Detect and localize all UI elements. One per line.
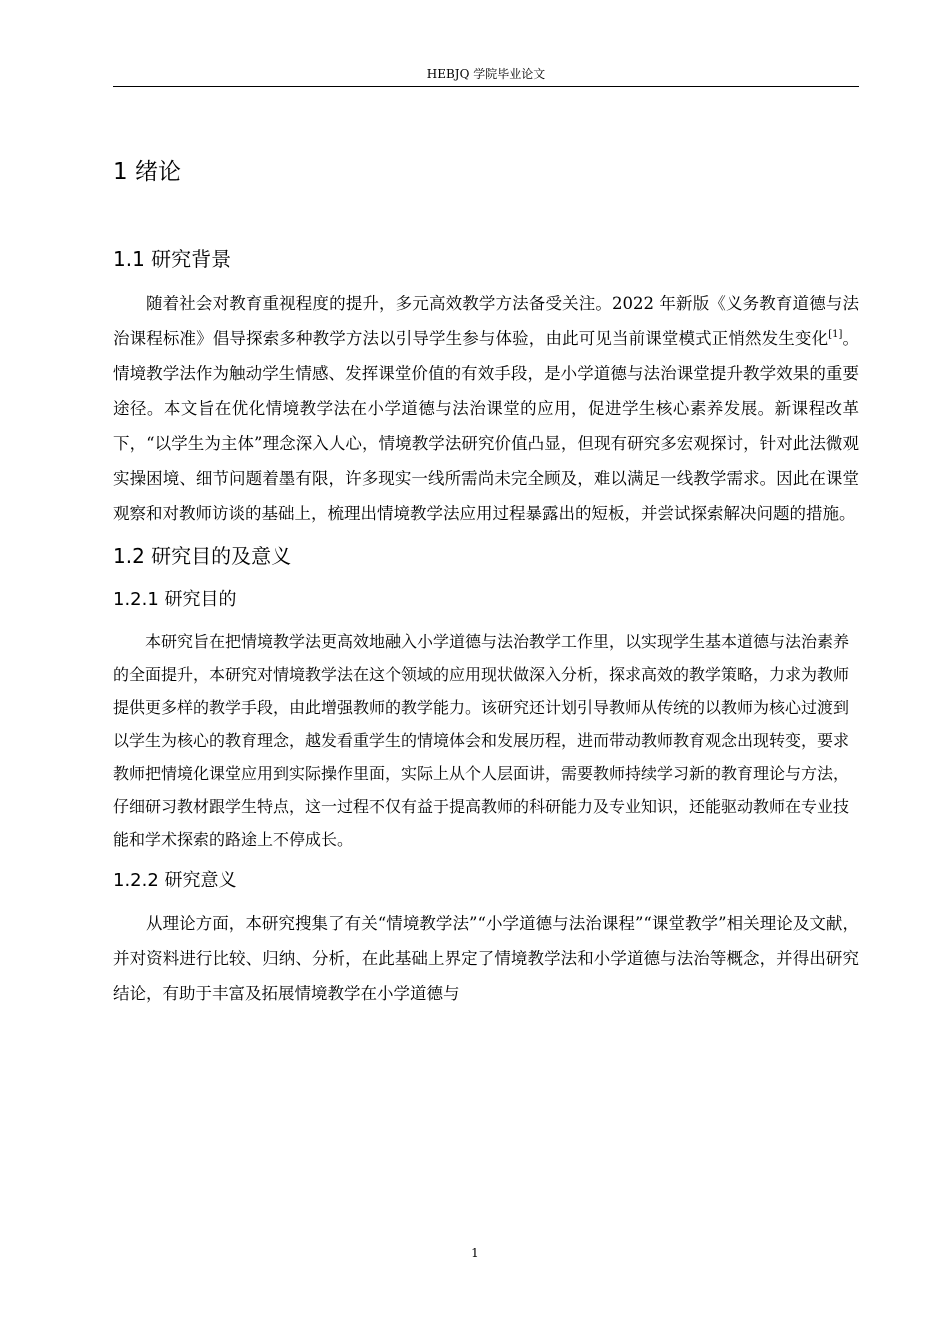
- section-heading-1-1: 1.1 研究背景: [113, 247, 232, 271]
- page-number: 1: [471, 1246, 479, 1260]
- chapter-title: 1 绪论: [113, 159, 181, 185]
- paragraph-background: [113, 286, 859, 531]
- paragraph-background-text-2: 。情境教学法作为触动学生情感、发挥课堂价值的有效手段，是小学道德与法治课堂提升教学效果的重要途径。本文旨在优化情境教学法在小学道德与法治课堂的应用，促进学生核心素养发展。新课程改革下，“以学生为主体”理念深入人心，情境教学法研究价值凸显，但现有研究多宏观探讨，针对此法微观实操困境、细节问题着墨有限，许多现实一线所需尚未完全顾及，难以满足一线教学需求。因此在课堂观察和对教师访谈的基础上，梳理出情境教学法应用过程暴露出的短板，并尝试探索解决问题的措施。: [113, 329, 860, 523]
- paper-body: [113, 152, 859, 1011]
- page-header: HEBJQ 学院毕业论文: [113, 66, 859, 87]
- subsection-heading-1-2-1: 1.2.1 研究目的: [113, 589, 237, 610]
- paragraph-purpose: 本研究旨在把情境教学法更高效地融入小学道德与法治教学工作里，以实现学生基本道德与法治素养的全面提升，本研究对情境教学法在这个领域的应用现状做深入分析，探求高效的教学策略，力求为教师提供更多样的教学手段，由此增强教师的教学能力。该研究还计划引导教师从传统的以教师为核心过渡到以学生为核心的教育理念，越发看重学生的情境体会和发展历程，进而带动教师教育观念出现转变，要求教师把情境化课堂应用到实际操作里面，实际上从个人层面讲，需要教师持续学习新的教育理论与方法，仔细研习教材跟学生特点，这一过程不仅有益于提高教师的科研能力及专业知识，还能驱动教师在专业技能和学术探索的路途上不停成长。: [113, 632, 850, 849]
- citation-1: [1]: [828, 329, 843, 340]
- subsection-heading-1-2-2: 1.2.2 研究意义: [113, 870, 237, 891]
- paragraph-significance: 从理论方面，本研究搜集了有关“情境教学法”“小学道德与法治课程”“课堂教学”相关理论及文献，并对资料进行比较、归纳、分析，在此基础上界定了情境教学法和小学道德与法治等概念，并得出研究结论，有助于丰富及拓展情境教学在小学道德与: [113, 914, 859, 1003]
- section-heading-1-2: 1.2 研究目的及意义: [113, 544, 292, 568]
- paragraph-background-text-1: 随着社会对教育重视程度的提升，多元高效教学方法备受关注。2022 年新版《义务教育道德与法治课程标准》倡导探索多种教学方法以引导学生参与体验，由此可见当前课堂模式正悄然发生变化: [113, 294, 859, 348]
